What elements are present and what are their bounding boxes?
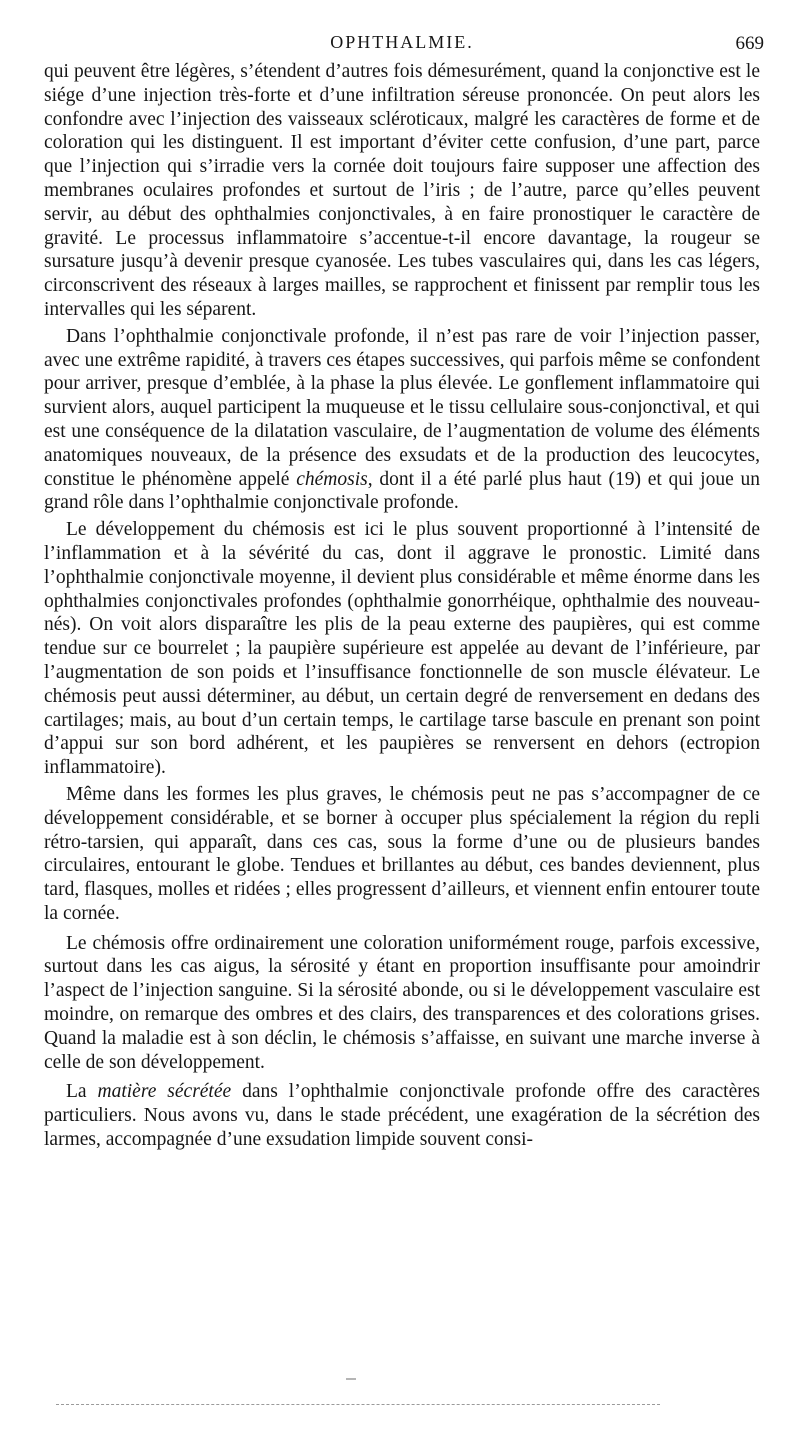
paragraph-6 (44, 1080, 760, 1151)
paragraph-3-text: Le développement du chémosis est ici le plus souvent proportionné à l’intensité de l’inflammation et à la sévérité du cas, dont il aggrave le pronostic. Limité dans l’ophthalmie conjonctivale moyenne, il devient plus considérable et même énorme dans les ophthalmies conjonctivales profondes (ophthalmie gonorrhéique, ophthalmie des nouveau-nés). On voit alors disparaître les plis de la peau externe des paupières, qui est comme tendue sur ce bourrelet ; la paupière supérieure est appelée au devant de l’inférieure, par l’augmentation de son poids et l’insuffisance fonctionnelle de son muscle élévateur. Le chémosis peut aussi déterminer, au début, un certain degré de renversement en dedans des cartilages; mais, au bout d’un certain temps, le cartilage tarse bascule en prenant son point d’appui sur son bord adhérent, et les paupières se renversent en dehors (ectropion inflammatoire). (44, 519, 760, 779)
paragraph-5 (44, 932, 760, 1075)
paragraph-2 (44, 325, 760, 515)
paragraph-5-text: Le chémosis offre ordinairement une coloration uniformément rouge, parfois excessive, surtout dans les cas aigus, la sérosité y étant en proportion insuffisante pour amoindrir l’aspect de l’injection sanguine. Si la sérosité abonde, ou si le développement vasculaire est moindre, on remarque des ombres et des clairs, des transparences et des colorations grises. Quand la maladie est à son déclin, le chémosis s’affaisse, en suivant une marche inverse à celle de son développement. (44, 932, 760, 1073)
paragraph-1-text: qui peuvent être légères, s’étendent d’autres fois démesurément, quand la conjonctive est le siége d’une injection très-forte et d’une infiltration séreuse prononcée. On peut alors les confondre avec l’injection des vaisseaux scléroticaux, malgré les caractères de forme et de coloration qui les distinguent. Il est important d’éviter cette confusion, d’une part, parce que l’injection qui s’irradie vers la cornée doit toujours faire supposer une affection des membranes oculaires profondes et surtout de l’iris ; de l’autre, parce qu’elles peuvent servir, au début des ophthalmies conjonctivales, à en faire pronostiquer le caractère de gravité. Le processus inflammatoire s’accentue-t-il encore davantage, la rougeur se sursature jusqu’à devenir presque cyanosée. Les tubes vasculaires qui, dans les cas légers, circonscrivent des réseaux à larges mailles, se rapprochent et finissent par remplir tous les intervalles qui les séparent. (44, 61, 760, 320)
bottom-rule (56, 1404, 660, 1405)
paragraph-6-text-end: dans l’ophthalmie conjonctivale profonde offre des caractères particuliers. Nous avons vu, dans le stade précédent, une exagération de la sécrétion des larmes, accompagnée d’une exsudation limpide souvent consi- (44, 1081, 760, 1151)
paragraph-4 (44, 783, 760, 926)
running-title: OPHTHALMIE. (330, 32, 474, 52)
running-head (44, 30, 764, 60)
paragraph-4-text: Même dans les formes les plus graves, le chémosis peut ne pas s’accompagner de ce développement considérable, et se borner à occuper plus spécialement la région du repli rétro-tarsien, qui apparaît, dans ces cas, sous la forme d’une ou de plusieurs bandes circulaires, entourant le globe. Tendues et brillantes au début, ces bandes deviennent, plus tard, flasques, molles et ridées ; elles progressent d’ailleurs, et viennent enfin entourer toute la cornée. (44, 783, 760, 924)
term-chemosis: chémosis (296, 468, 368, 490)
page-number: 669 (735, 33, 764, 54)
paragraph-2-text-end: , dont il a été parlé plus haut (19) et qui joue un grand rôle dans l’ophthalmie conjonctivale profonde. (44, 468, 760, 514)
printer-mark (346, 1378, 356, 1380)
paragraph-2-text-start: Dans l’ophthalmie conjonctivale profonde, il n’est pas rare de voir l’injection passer, avec une extrême rapidité, à travers ces étapes successives, qui parfois même se confondent pour arriver, presque d’emblée, à la phase la plus élevée. Le gonflement inflammatoire qui survient alors, auquel participent la muqueuse et le tissu cellulaire sous-conjonctival, et qui est une conséquence de la dilatation vasculaire, de l’augmentation de volume des éléments anatomiques nouveaux, de la présence des exsudats et de la production des leucocytes, constitue le phénomène appelé (44, 325, 760, 490)
paragraph-6-text-start: La (66, 1081, 98, 1103)
paragraph-3 (44, 518, 760, 780)
body-text (44, 60, 760, 1152)
term-matiere-secretee: matière sécrétée (97, 1081, 232, 1103)
book-page (44, 30, 764, 1152)
paragraph-1 (44, 60, 760, 322)
